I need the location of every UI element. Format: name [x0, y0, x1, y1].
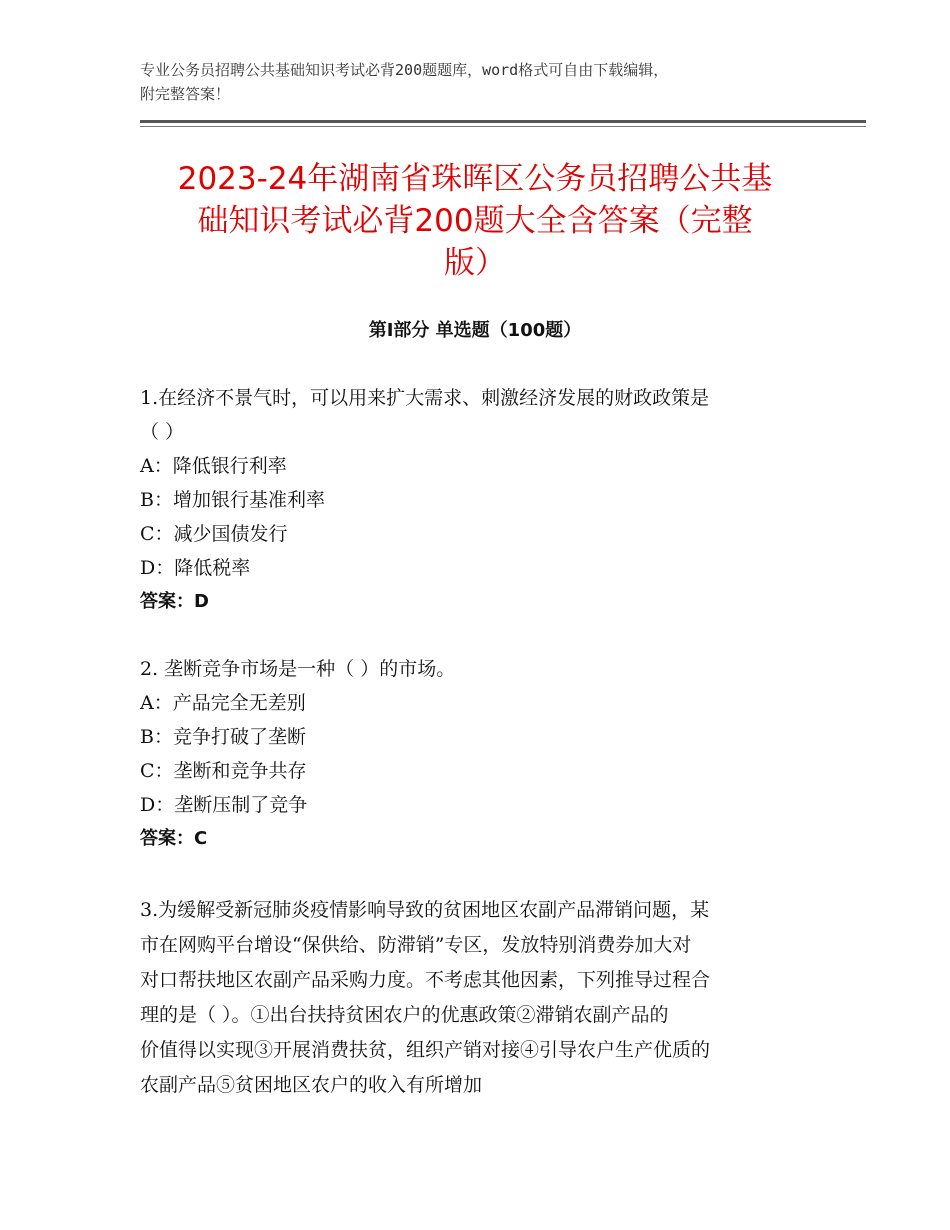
option-c: C：垄断和竞争共存: [140, 760, 307, 782]
answer: 答案：C: [140, 828, 208, 849]
question-stem: 3.为缓解受新冠肺炎疫情影响导致的贫困地区农副产品滞销问题，某: [140, 899, 710, 921]
option-b: B：竞争打破了垄断: [140, 726, 306, 748]
question-stem: 农副产品⑤贫困地区农户的收入有所增加: [140, 1074, 483, 1096]
option-a: A：降低银行利率: [140, 455, 287, 477]
option-b: B：增加银行基准利率: [140, 489, 325, 511]
header-divider: [140, 120, 866, 123]
option-a: A：产品完全无差别: [140, 692, 306, 714]
section-title: 第Ⅰ部分 单选题（100题）: [368, 320, 582, 341]
header-note-line: 专业公务员招聘公共基础知识考试必背200题题库，word格式可自由下载编辑，: [140, 61, 669, 79]
question-stem: 理的是（ ）。①出台扶持贫困农户的优惠政策②滞销农副产品的: [140, 1004, 669, 1026]
question-2: [140, 652, 800, 856]
question-stem: 对口帮扶地区农副产品采购力度。不考虑其他因素，下列推导过程合: [140, 969, 711, 991]
option-d: D：垄断压制了竞争: [140, 794, 308, 816]
question-stem: 2. 垄断竞争市场是一种（ ）的市场。: [140, 658, 456, 680]
answer: 答案：D: [140, 591, 209, 612]
title-line: 础知识考试必背200题大全含答案（完整: [197, 203, 753, 239]
title-line: 2023-24年湖南省珠晖区公务员招聘公共基: [177, 161, 773, 197]
option-c: C：减少国债发行: [140, 523, 288, 545]
header-note-line: 附完整答案！: [140, 85, 231, 103]
title-line: 版）: [444, 245, 506, 281]
question-stem: 价值得以实现③开展消费扶贫，组织产销对接④引导农户生产优质的: [140, 1039, 711, 1061]
question-1: [140, 381, 800, 619]
header-divider-thin: [140, 126, 866, 127]
header-note: [140, 58, 820, 106]
option-d: D：降低税率: [140, 557, 251, 579]
question-stem: 1.在经济不景气时，可以用来扩大需求、刺激经济发展的财政政策是: [140, 387, 710, 409]
question-stem: （ ）: [140, 421, 185, 443]
question-3: [140, 893, 800, 1103]
document-title: [140, 158, 810, 284]
question-stem: 市在网购平台增设“保供给、防滞销”专区，发放特别消费券加大对: [140, 934, 692, 956]
